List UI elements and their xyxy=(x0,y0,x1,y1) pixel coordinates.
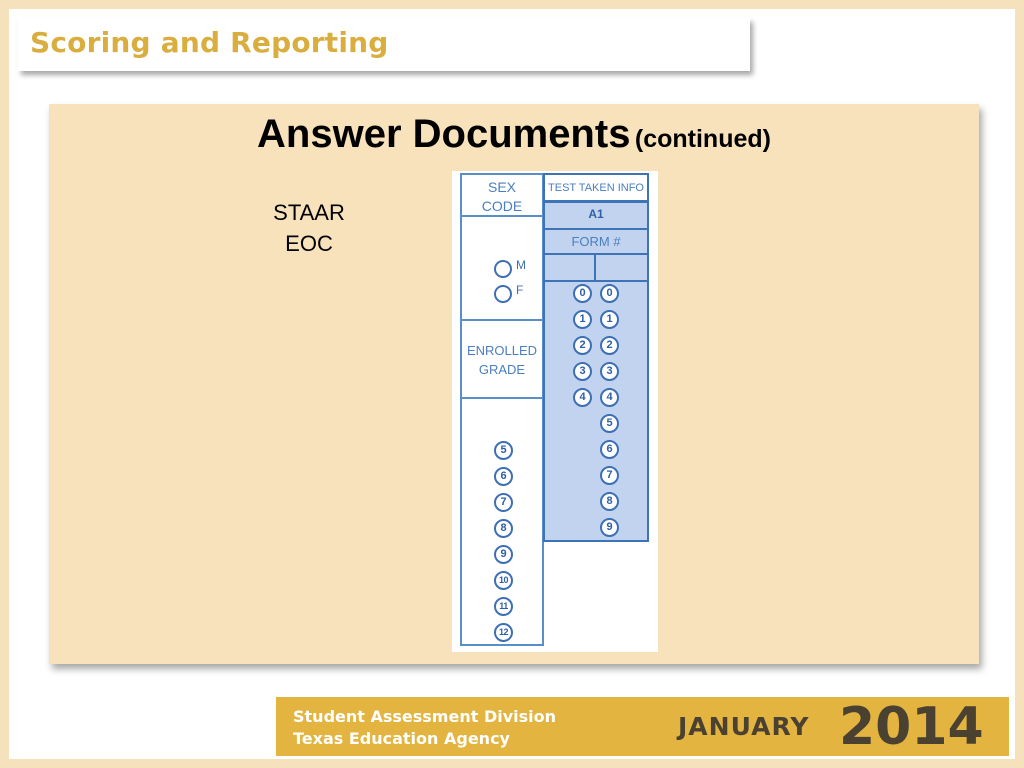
sex-grade-column xyxy=(460,173,544,646)
slide-heading xyxy=(49,112,979,157)
side-label xyxy=(259,197,359,259)
form-digit-bubble: 0 xyxy=(600,284,619,303)
title-bar xyxy=(18,18,750,71)
heading-suffix: (continued) xyxy=(634,125,771,153)
divider xyxy=(462,215,542,217)
test-taken-info-label: TEST TAKEN INFO xyxy=(548,182,644,194)
side-label-line2: EOC xyxy=(285,231,333,256)
divider xyxy=(545,280,647,282)
divider xyxy=(462,319,542,321)
form-digit-bubble: 1 xyxy=(573,310,592,329)
form-entry-box-1 xyxy=(545,255,596,280)
enrolled-label-2: GRADE xyxy=(478,362,526,377)
form-digit-bubble: 5 xyxy=(600,414,619,433)
grade-bubble: 7 xyxy=(494,493,513,512)
heading-main: Answer Documents xyxy=(257,112,631,156)
form-number-label: FORM # xyxy=(571,234,621,249)
form-digit-bubble: 0 xyxy=(573,284,592,303)
divider xyxy=(462,397,542,399)
grade-bubble: 9 xyxy=(494,545,513,564)
footer-agency: Texas Education Agency xyxy=(293,729,510,748)
grade-bubble: 8 xyxy=(494,519,513,538)
grade-bubble: 10 xyxy=(494,571,513,590)
sex-m-radio xyxy=(494,260,512,278)
test-taken-info-box xyxy=(543,173,649,202)
sex-code-label-2: CODE xyxy=(481,198,523,214)
footer-division: Student Assessment Division xyxy=(293,707,557,726)
slide-section-title: Scoring and Reporting xyxy=(30,26,389,59)
answer-document-image xyxy=(452,171,658,652)
form-digit-bubble: 2 xyxy=(600,336,619,355)
footer-year: 2014 xyxy=(839,697,984,757)
form-digit-bubble: 3 xyxy=(600,362,619,381)
grade-bubble: 6 xyxy=(494,467,513,486)
grade-bubble: 12 xyxy=(494,623,513,642)
form-digit-bubble: 7 xyxy=(600,466,619,485)
form-digit-bubble: 1 xyxy=(600,310,619,329)
form-digit-bubble: 6 xyxy=(600,440,619,459)
form-digit-bubble: 4 xyxy=(600,388,619,407)
test-code: A1 xyxy=(588,207,604,221)
form-digit-bubble: 8 xyxy=(600,492,619,511)
grade-bubble: 11 xyxy=(494,597,513,616)
footer-bar xyxy=(276,697,1009,756)
side-label-line1: STAAR xyxy=(273,200,345,225)
form-digit-bubble: 2 xyxy=(573,336,592,355)
footer-month: JANUARY xyxy=(678,712,810,741)
sex-m-label: M xyxy=(516,258,526,272)
form-digit-bubble: 9 xyxy=(600,518,619,537)
divider xyxy=(545,228,647,230)
form-number-column xyxy=(543,201,649,542)
enrolled-label-1: ENROLLED xyxy=(466,343,538,358)
grade-bubble: 5 xyxy=(494,441,513,460)
form-digit-bubble: 4 xyxy=(573,388,592,407)
form-digit-bubble: 3 xyxy=(573,362,592,381)
sex-f-radio xyxy=(494,285,512,303)
sex-f-label: F xyxy=(516,283,524,297)
sex-code-label-1: SEX xyxy=(487,179,516,195)
